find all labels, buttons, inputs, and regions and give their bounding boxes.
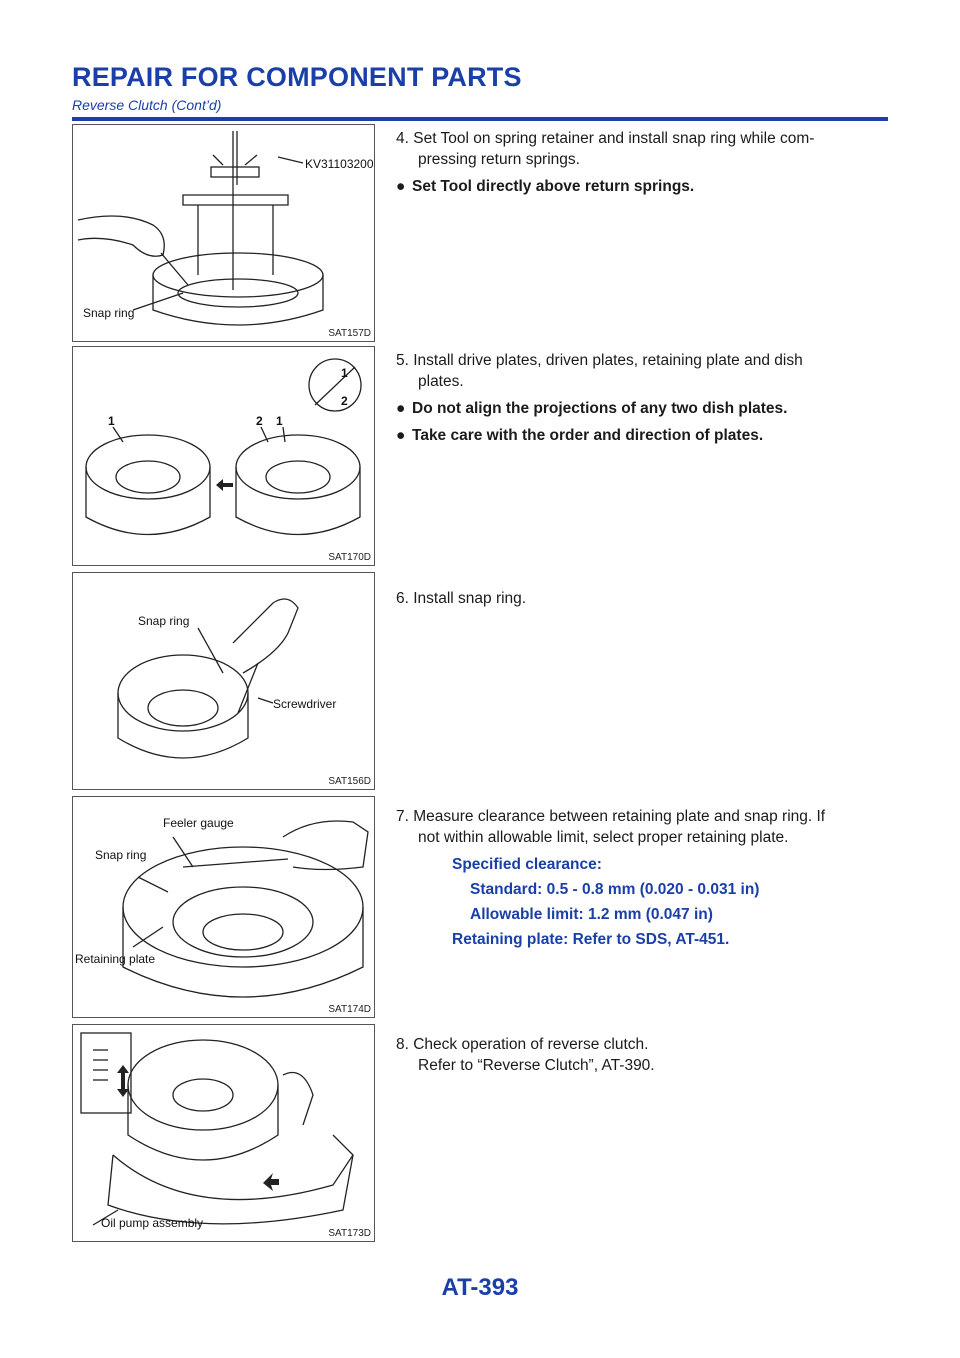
figure-code: SAT157D [328,328,371,339]
step-text: Refer to “Reverse Clutch”, AT-390. [418,1057,655,1074]
bullet-mark: ● [396,427,406,444]
illustration-oil-pump-check [73,1025,374,1241]
illustration-spring-compressor [73,125,374,341]
figure-label: Feeler gauge [163,816,234,830]
step-6 [396,588,890,609]
arrow-icon [263,1173,279,1191]
step-text: plates. [418,373,464,390]
step-text: 7. Measure clearance between retaining plate and snap ring. If [396,808,826,825]
figure-label: 1 [276,414,283,428]
step-5 [396,350,890,446]
illustration-dish-plates [73,347,374,565]
step-text: 8. Check operation of reverse clutch. [396,1036,649,1053]
figure-label: 1 [108,414,115,428]
step-4 [396,128,890,197]
figure-code: SAT156D [328,776,371,787]
spec-standard: Standard: 0.5 - 0.8 mm (0.020 - 0.031 in) [470,881,760,898]
up-down-arrow-icon [117,1065,129,1097]
bullet-text: Do not align the projections of any two dish plates. [412,400,788,417]
figure-label: 2 [341,394,348,408]
figure-label: KV31103200 [305,157,374,171]
step-text: 6. Install snap ring. [396,590,527,607]
bullet-item [396,176,890,197]
figure-label: Snap ring [95,848,147,862]
bullet-text: Set Tool directly above return springs. [412,178,695,195]
spec-retaining-plate: Retaining plate: Refer to SDS, AT-451. [452,931,730,948]
bullet-text: Take care with the order and direction of plates. [412,427,764,444]
section-subtitle: Reverse Clutch (Cont’d) [72,97,222,113]
figure-sat174d [72,796,375,1018]
illustration-feeler-gauge [73,797,374,1017]
illustration-snap-ring-install [73,573,374,789]
figure-label: 1 [341,366,348,380]
figure-sat156d [72,572,375,790]
figure-label: Oil pump assembly [101,1216,204,1230]
figure-code: SAT170D [328,552,371,563]
spec-allowable-limit: Allowable limit: 1.2 mm (0.047 in) [470,906,713,923]
bullet-item [396,398,890,419]
page-header [72,62,888,113]
figure-label: Retaining plate [75,952,156,966]
step-8 [396,1034,890,1076]
page-number: AT-393 [441,1274,519,1301]
bullet-mark: ● [396,178,406,195]
step-text: pressing return springs. [418,151,580,168]
spec-heading: Specified clearance: [452,856,602,873]
figure-code: SAT173D [328,1228,371,1239]
bullet-mark: ● [396,400,406,417]
header-rule [72,117,888,121]
specification-block [396,854,890,950]
bullet-item [396,425,890,446]
section-title: REPAIR FOR COMPONENT PARTS [72,62,522,92]
step-text: not within allowable limit, select proper retaining plate. [418,829,789,846]
figure-label: 2 [256,414,263,428]
step-text: 5. Install drive plates, driven plates, retaining plate and dish [396,352,803,369]
figure-label: Screwdriver [273,697,337,711]
figure-label: Snap ring [138,614,190,628]
figure-sat170d [72,346,375,566]
step-text: 4. Set Tool on spring retainer and install snap ring while com- [396,130,815,147]
figure-label: Snap ring [83,306,135,320]
arrow-icon [216,479,233,491]
figure-code: SAT174D [328,1004,371,1015]
step-7 [396,806,890,954]
figure-sat157d [72,124,375,342]
figure-sat173d [72,1024,375,1242]
